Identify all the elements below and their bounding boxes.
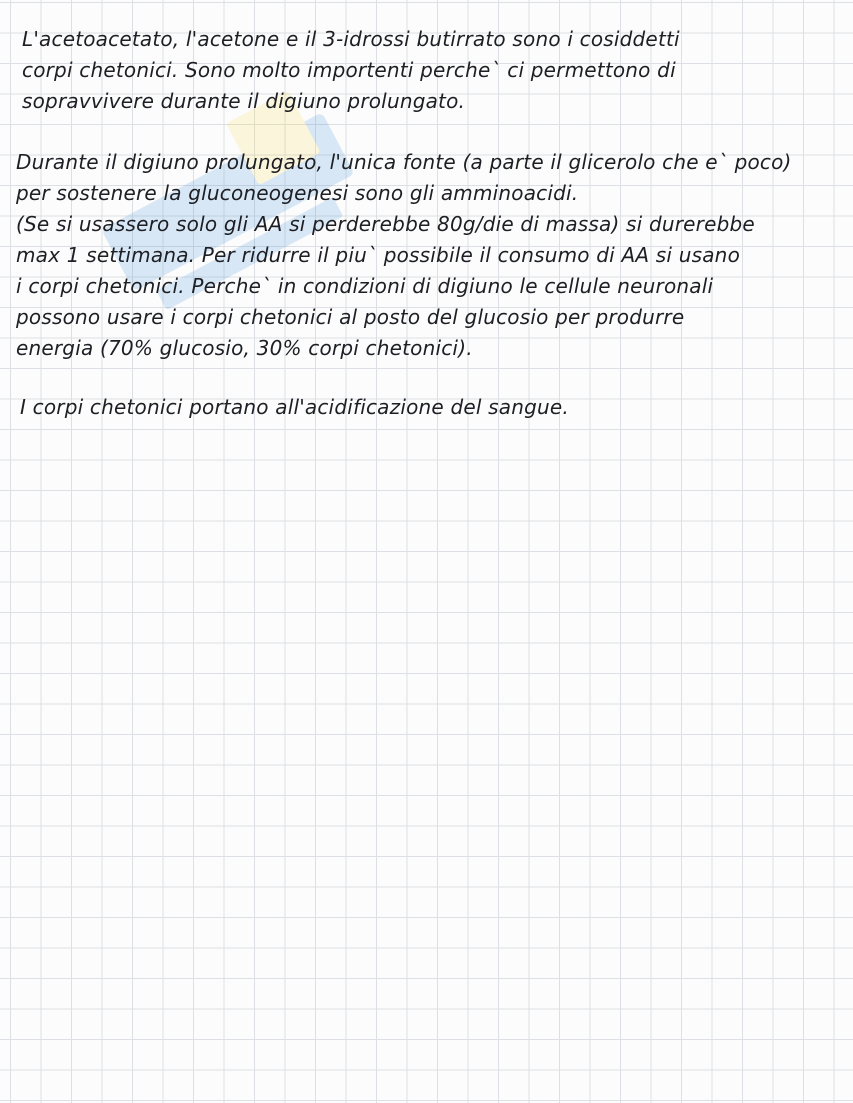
text-line: per sostenere la gluconeogenesi sono gli amminoacidi. bbox=[16, 181, 579, 205]
text-line: L'acetoacetato, l'acetone e il 3-idrossi butirrato sono i cosiddetti bbox=[22, 27, 680, 51]
text-line: max 1 settimana. Per ridurre il piu` possibile il consumo di AA si usano bbox=[16, 243, 740, 267]
text-line: possono usare i corpi chetonici al posto del glucosio per produrre bbox=[16, 305, 685, 329]
text-line: I corpi chetonici portano all'acidificazione del sangue. bbox=[20, 395, 569, 419]
paragraph-blood-acidification bbox=[20, 392, 569, 423]
text-line: i corpi chetonici. Perche` in condizioni di digiuno le cellule neuronali bbox=[16, 274, 714, 298]
text-line: energia (70% glucosio, 30% corpi chetonici). bbox=[16, 336, 473, 360]
text-line: (Se si usassero solo gli AA si perderebbe 80g/die di massa) si durerebbe bbox=[16, 212, 755, 236]
paragraph-prolonged-fasting bbox=[16, 147, 792, 364]
paragraph-ketone-bodies-definition bbox=[22, 24, 680, 117]
text-line: sopravvivere durante il digiuno prolungato. bbox=[22, 89, 466, 113]
text-line: Durante il digiuno prolungato, l'unica fonte (a parte il glicerolo che e` poco) bbox=[16, 150, 792, 174]
text-line: corpi chetonici. Sono molto importenti perche` ci permettono di bbox=[22, 58, 676, 82]
